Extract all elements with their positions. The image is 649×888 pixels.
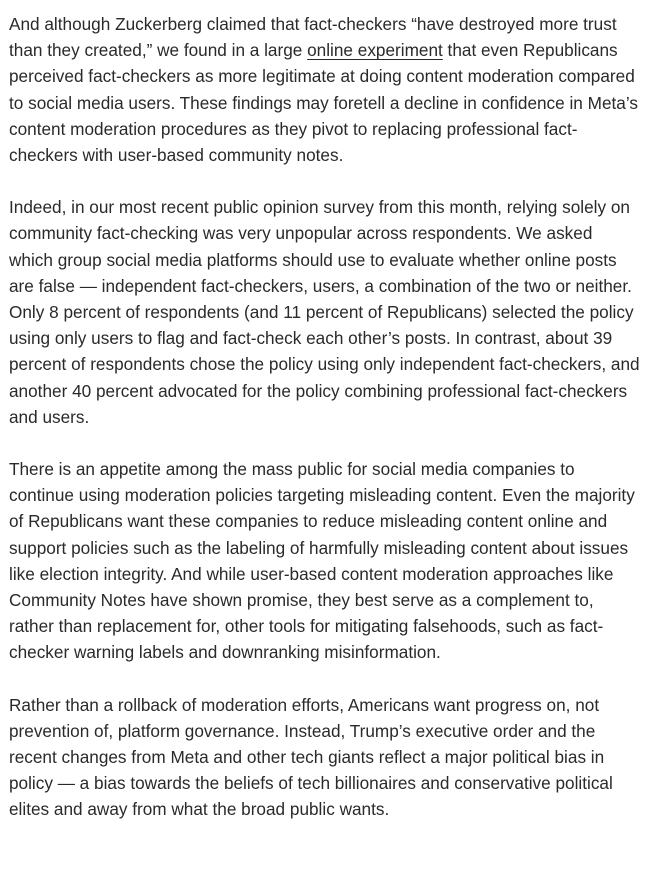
paragraph-survey-results: Indeed, in our most recent public opinion survey from this month, relying solely on community fact-checking was very unpopular across respondents. We asked which group social media platforms should use to evaluate whether online posts are false — independent fact-checkers, users, a combination of the two or neither. Only 8 percent of respondents (and 11 percent of Republicans) selected the policy using only users to flag and fact-check each other’s posts. In contrast, about 39 percent of respondents chose the policy using only independent fact-checkers, and another 40 percent advocated for the policy combining professional fact-checkers and users. [9,197,640,427]
paragraph-text-after-link: that even Republicans perceived fact-checkers as more legitimate at doing content moderation compared to social media users. These findings may foretell a decline in confidence in Meta’s content moderation procedures as they pivot to replacing professional fact-checkers with user-based community notes. [9,40,638,166]
paragraph-fact-checkers-legitimacy [9,11,641,168]
paragraph-conclusion: Rather than a rollback of moderation efforts, Americans want progress on, not prevention of, platform governance. Instead, Trump’s executive order and the recent changes from Meta and other tech giants reflect a major political bias in policy — a bias towards the beliefs of tech billionaires and conservative political elites and away from what the broad public wants. [9,694,613,820]
online-experiment-link[interactable]: online experiment [307,40,443,61]
paragraph-text-before-link: And although Zuckerberg claimed that fact-checkers “have destroyed more trust than they created,” we found in a large [9,14,617,61]
paragraph-public-appetite: There is an appetite among the mass public for social media companies to continue using moderation policies targeting misleading content. Even the majority of Republicans want these companies to reduce misleading content online and support policies such as the labeling of harmfully misleading content about issues like election integrity. And while user-based content moderation approaches like Community Notes have shown promise, they best serve as a complement to, rather than replacement for, other tools for mitigating falsehoods, such as fact-checker warning labels and downranking misinformation. [9,459,635,663]
